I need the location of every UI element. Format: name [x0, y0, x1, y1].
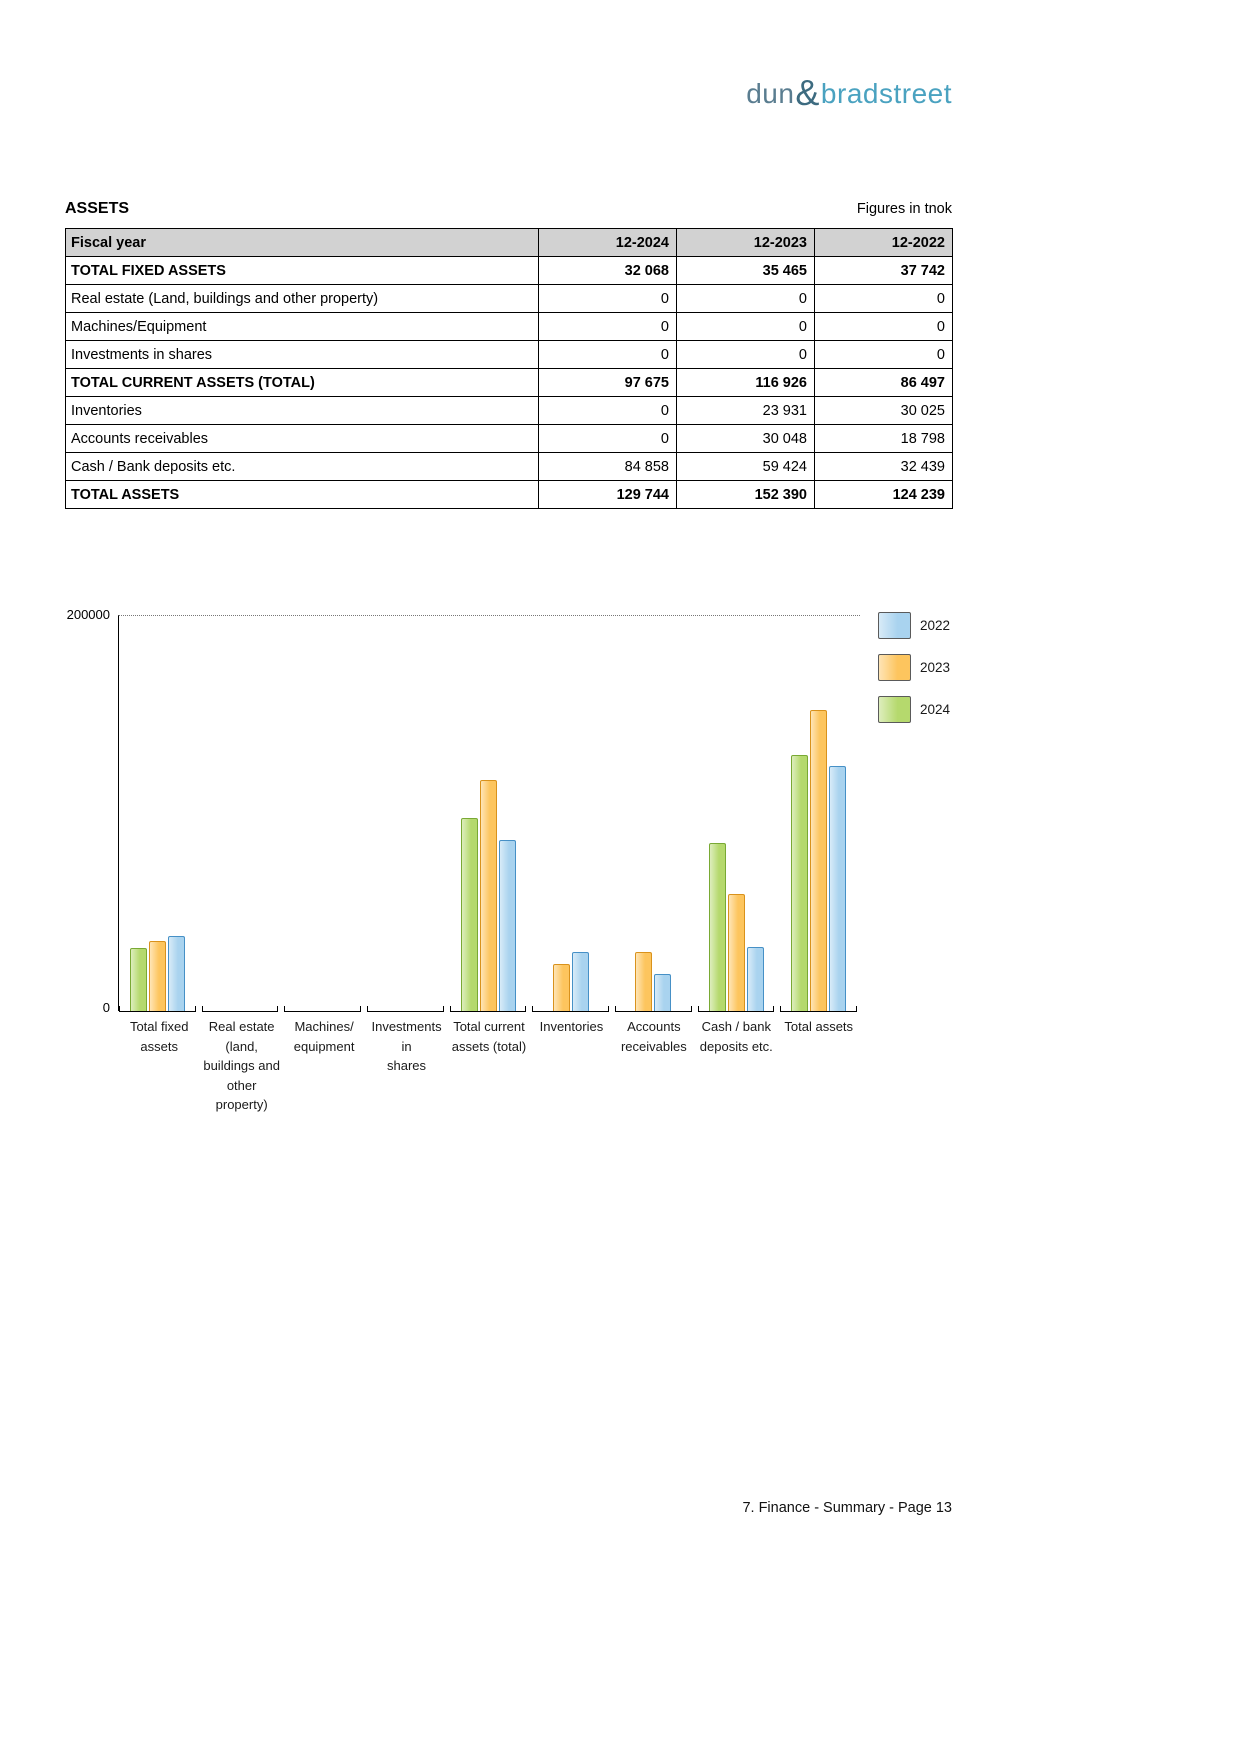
bar-2023: [810, 710, 827, 1011]
row-label: Accounts receivables: [66, 425, 539, 453]
x-axis-label: Accounts receivables: [620, 1019, 687, 1054]
row-label: TOTAL ASSETS: [66, 481, 539, 509]
y-axis-max-label: 200000: [66, 607, 110, 622]
bar-2023: [553, 964, 570, 1011]
bar-group: [780, 616, 857, 1012]
row-label: Cash / Bank deposits etc.: [66, 453, 539, 481]
bar-2023: [635, 952, 652, 1011]
cell-value: 32 068: [539, 257, 677, 285]
cell-value: 84 858: [539, 453, 677, 481]
legend-label: 2023: [920, 660, 951, 675]
table-row: [66, 257, 953, 285]
row-label: Real estate (Land, buildings and other property): [66, 285, 539, 313]
row-label: TOTAL FIXED ASSETS: [66, 257, 539, 285]
cell-value: 86 497: [815, 369, 953, 397]
bar-group: [698, 616, 775, 1012]
cell-value: 129 744: [539, 481, 677, 509]
table-row: [66, 313, 953, 341]
x-axis-label: Investments in shares: [371, 1019, 442, 1073]
cell-value: 59 424: [677, 453, 815, 481]
cell-value: 35 465: [677, 257, 815, 285]
bar-group: [119, 616, 196, 1012]
ampersand-icon: &: [795, 72, 820, 113]
cell-value: 0: [815, 285, 953, 313]
row-label: TOTAL CURRENT ASSETS (TOTAL): [66, 369, 539, 397]
row-label: Inventories: [66, 397, 539, 425]
bar-group: [532, 616, 609, 1012]
table-row: [66, 285, 953, 313]
logo-text-bradstreet: bradstreet: [820, 78, 952, 109]
legend-label: 2022: [920, 618, 951, 633]
bar-2024: [791, 755, 808, 1011]
legend-item: [878, 696, 950, 723]
cell-value: 0: [539, 285, 677, 313]
cell-value: 0: [539, 313, 677, 341]
table-row: [66, 369, 953, 397]
table-row: [66, 397, 953, 425]
cell-value: 32 439: [815, 453, 953, 481]
cell-value: 0: [815, 313, 953, 341]
bar-2023: [480, 780, 497, 1011]
bar-group: [450, 616, 527, 1012]
bar-2024: [461, 818, 478, 1011]
table-header-row: [66, 229, 953, 257]
bar-2023: [149, 941, 166, 1011]
bar-2022: [572, 952, 589, 1011]
cell-value: 116 926: [677, 369, 815, 397]
cell-value: 0: [539, 425, 677, 453]
cell-value: 30 048: [677, 425, 815, 453]
cell-value: 18 798: [815, 425, 953, 453]
legend-item: [878, 612, 950, 639]
logo-text-dun: dun: [746, 78, 795, 109]
figures-unit-note: Figures in tnok: [856, 201, 952, 217]
bar-2022: [654, 974, 671, 1011]
table-row: [66, 425, 953, 453]
bar-group: [284, 616, 361, 1012]
cell-value: 0: [677, 285, 815, 313]
bar-group: [202, 616, 279, 1012]
cell-value: 0: [539, 341, 677, 369]
x-axis-label: Total fixed assets: [129, 1019, 189, 1054]
legend-swatch-2024: [878, 696, 911, 723]
legend-swatch-2023: [878, 654, 911, 681]
cell-value: 0: [815, 341, 953, 369]
column-header-fiscal-year: Fiscal year: [66, 229, 539, 257]
x-axis-label: Machines/ equipment: [293, 1019, 355, 1054]
column-header-period: 12-2023: [677, 229, 815, 257]
bar-group: [367, 616, 444, 1012]
x-axis-label: Total current assets (total): [451, 1019, 527, 1054]
legend-item: [878, 654, 950, 681]
legend-label: 2024: [920, 702, 951, 717]
x-axis-label: Inventories: [539, 1019, 604, 1034]
x-axis-label: Total assets: [784, 1019, 854, 1034]
chart-legend: [878, 612, 950, 738]
chart-plot-area: [118, 615, 860, 1011]
cell-value: 23 931: [677, 397, 815, 425]
bar-group: [615, 616, 692, 1012]
cell-value: 30 025: [815, 397, 953, 425]
page-title: ASSETS: [65, 200, 130, 217]
x-axis-label: Real estate (land, buildings and other property): [203, 1019, 280, 1112]
cell-value: 0: [539, 397, 677, 425]
cell-value: 152 390: [677, 481, 815, 509]
table-row: [66, 453, 953, 481]
cell-value: 124 239: [815, 481, 953, 509]
cell-value: 37 742: [815, 257, 953, 285]
y-axis-min-label: 0: [102, 1000, 110, 1015]
bar-2024: [130, 948, 147, 1011]
cell-value: 0: [677, 341, 815, 369]
page-footer: 7. Finance - Summary - Page 13: [742, 1500, 952, 1516]
column-header-period: 12-2024: [539, 229, 677, 257]
bar-2022: [747, 947, 764, 1011]
bar-2022: [499, 840, 516, 1011]
column-header-period: 12-2022: [815, 229, 953, 257]
bar-2023: [728, 894, 745, 1011]
x-axis-labels: [118, 1017, 860, 1115]
table-row: [66, 481, 953, 509]
section-header: [65, 200, 952, 218]
bar-2022: [829, 766, 846, 1011]
row-label: Investments in shares: [66, 341, 539, 369]
assets-table: [65, 228, 953, 509]
dnb-logo: [746, 70, 952, 112]
cell-value: 97 675: [539, 369, 677, 397]
bar-2024: [709, 843, 726, 1011]
bar-2022: [168, 936, 185, 1011]
table-row: [66, 341, 953, 369]
x-axis-label: Cash / bank deposits etc.: [699, 1019, 773, 1054]
row-label: Machines/Equipment: [66, 313, 539, 341]
legend-swatch-2022: [878, 612, 911, 639]
cell-value: 0: [677, 313, 815, 341]
